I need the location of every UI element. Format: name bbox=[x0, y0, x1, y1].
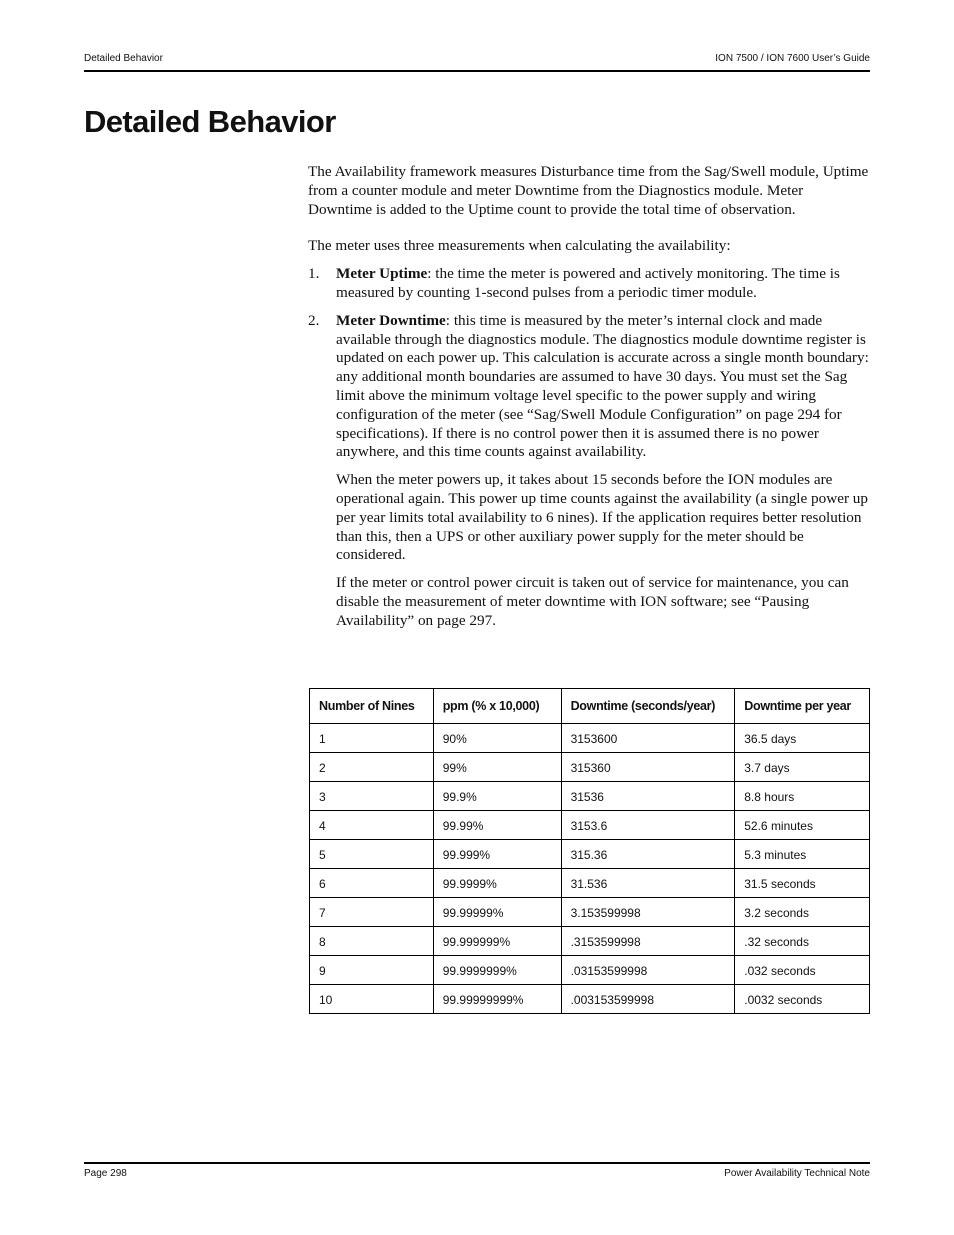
table-cell: 31536 bbox=[561, 782, 735, 811]
table-row bbox=[310, 840, 870, 869]
table-cell: .0032 seconds bbox=[735, 985, 870, 1014]
table-cell: 99.9999999% bbox=[433, 956, 561, 985]
measurements-list bbox=[308, 265, 870, 630]
table-cell: 6 bbox=[310, 869, 434, 898]
measurements-intro: The meter uses three measurements when calculating the availability: bbox=[308, 237, 731, 255]
table-cell: 2 bbox=[310, 753, 434, 782]
body-content bbox=[308, 163, 870, 640]
list-item-number: 2. bbox=[308, 311, 320, 329]
table-cell: .003153599998 bbox=[561, 985, 735, 1014]
page-title: Detailed Behavior bbox=[84, 104, 336, 139]
table-cell: 315.36 bbox=[561, 840, 735, 869]
table-cell: 9 bbox=[310, 956, 434, 985]
list-item bbox=[308, 312, 870, 631]
list-item bbox=[308, 265, 870, 303]
table-cell: .03153599998 bbox=[561, 956, 735, 985]
maintenance-paragraph: If the meter or control power circuit is taken out of service for maintenance, you can disable the measurement of meter downtime with ION software; see “Pausing Availability” on page 297. bbox=[336, 574, 849, 629]
list-item-number: 1. bbox=[308, 265, 320, 283]
table-cell: 3.153599998 bbox=[561, 898, 735, 927]
header-section-title: Detailed Behavior bbox=[84, 53, 163, 64]
running-footer bbox=[84, 1168, 870, 1182]
intro-paragraph: The Availability framework measures Disturbance time from the Sag/Swell module, Uptime from a counter module and meter Downtime from the Diagnostics module. Meter Downtime is added to the Uptime count to provide the total time of observation. bbox=[308, 163, 869, 218]
table-cell: 99.999999% bbox=[433, 927, 561, 956]
table-header-row bbox=[310, 689, 870, 724]
list-item-text bbox=[336, 265, 870, 303]
table-row bbox=[310, 724, 870, 753]
list-item-term: Meter Uptime bbox=[336, 265, 428, 283]
table-cell: 3.2 seconds bbox=[735, 898, 870, 927]
table-row bbox=[310, 811, 870, 840]
table-cell: 3.7 days bbox=[735, 753, 870, 782]
table-cell: .032 seconds bbox=[735, 956, 870, 985]
table-cell: 99.99999999% bbox=[433, 985, 561, 1014]
table-cell: 3153.6 bbox=[561, 811, 735, 840]
table-cell: 99.9999% bbox=[433, 869, 561, 898]
table-cell: .32 seconds bbox=[735, 927, 870, 956]
running-header bbox=[84, 53, 870, 67]
table-cell: 1 bbox=[310, 724, 434, 753]
table-cell: 5.3 minutes bbox=[735, 840, 870, 869]
footer-rule bbox=[84, 1162, 870, 1164]
header-rule bbox=[84, 70, 870, 72]
table-cell: 10 bbox=[310, 985, 434, 1014]
list-item-description: : the time the meter is powered and actively monitoring. The time is measured by counting 1-second pulses from a periodic timer module. bbox=[336, 265, 840, 301]
column-header: Downtime per year bbox=[735, 689, 870, 724]
header-guide-title: ION 7500 / ION 7600 User’s Guide bbox=[715, 53, 870, 64]
table-cell: 4 bbox=[310, 811, 434, 840]
table-row bbox=[310, 869, 870, 898]
table-row bbox=[310, 898, 870, 927]
table-row bbox=[310, 927, 870, 956]
table-cell: 3 bbox=[310, 782, 434, 811]
table-cell: 5 bbox=[310, 840, 434, 869]
table-cell: 8.8 hours bbox=[735, 782, 870, 811]
table-cell: 7 bbox=[310, 898, 434, 927]
column-header: Number of Nines bbox=[310, 689, 434, 724]
table-cell: 52.6 minutes bbox=[735, 811, 870, 840]
column-header: Downtime (seconds/year) bbox=[561, 689, 735, 724]
list-item-term: Meter Downtime bbox=[336, 311, 446, 329]
list-item-text bbox=[336, 312, 870, 462]
footer-document-title: Power Availability Technical Note bbox=[724, 1168, 870, 1179]
table-cell: 315360 bbox=[561, 753, 735, 782]
table-cell: 99.9% bbox=[433, 782, 561, 811]
table-row bbox=[310, 753, 870, 782]
table-cell: 3153600 bbox=[561, 724, 735, 753]
table-cell: 36.5 days bbox=[735, 724, 870, 753]
page-number: Page 298 bbox=[84, 1168, 127, 1179]
nines-table bbox=[309, 688, 870, 1014]
column-header: ppm (% x 10,000) bbox=[433, 689, 561, 724]
list-item-description: : this time is measured by the meter’s internal clock and made available through the diagnostics module. The diagnostics module downtime register is updated on each power up. This calculation is accurate across a single month boundary: any additional month boundaries are assumed to have 30 days. You must set the Sag limit above the minimum voltage level specific to the power supply and wiring configuration of the meter (see “Sag/Swell Module Configuration” on page 294 for specifications). If there is no control power then it is assumed there is no power anywhere, and this time counts against availability. bbox=[336, 311, 869, 461]
table-cell: 8 bbox=[310, 927, 434, 956]
table-cell: 31.536 bbox=[561, 869, 735, 898]
power-up-paragraph: When the meter powers up, it takes about 15 seconds before the ION modules are operational again. This power up time counts against the availability (a single power up per year limits total availability to 6 nines). If the application requires better resolution than this, then a UPS or other auxiliary power supply for the meter should be considered. bbox=[336, 471, 868, 564]
table-row bbox=[310, 956, 870, 985]
table-cell: 99.99999% bbox=[433, 898, 561, 927]
table-cell: 99.99% bbox=[433, 811, 561, 840]
table-cell: 99.999% bbox=[433, 840, 561, 869]
table-cell: 90% bbox=[433, 724, 561, 753]
table-cell: 99% bbox=[433, 753, 561, 782]
table-cell: 31.5 seconds bbox=[735, 869, 870, 898]
table-cell: .3153599998 bbox=[561, 927, 735, 956]
table-row bbox=[310, 782, 870, 811]
table-row bbox=[310, 985, 870, 1014]
